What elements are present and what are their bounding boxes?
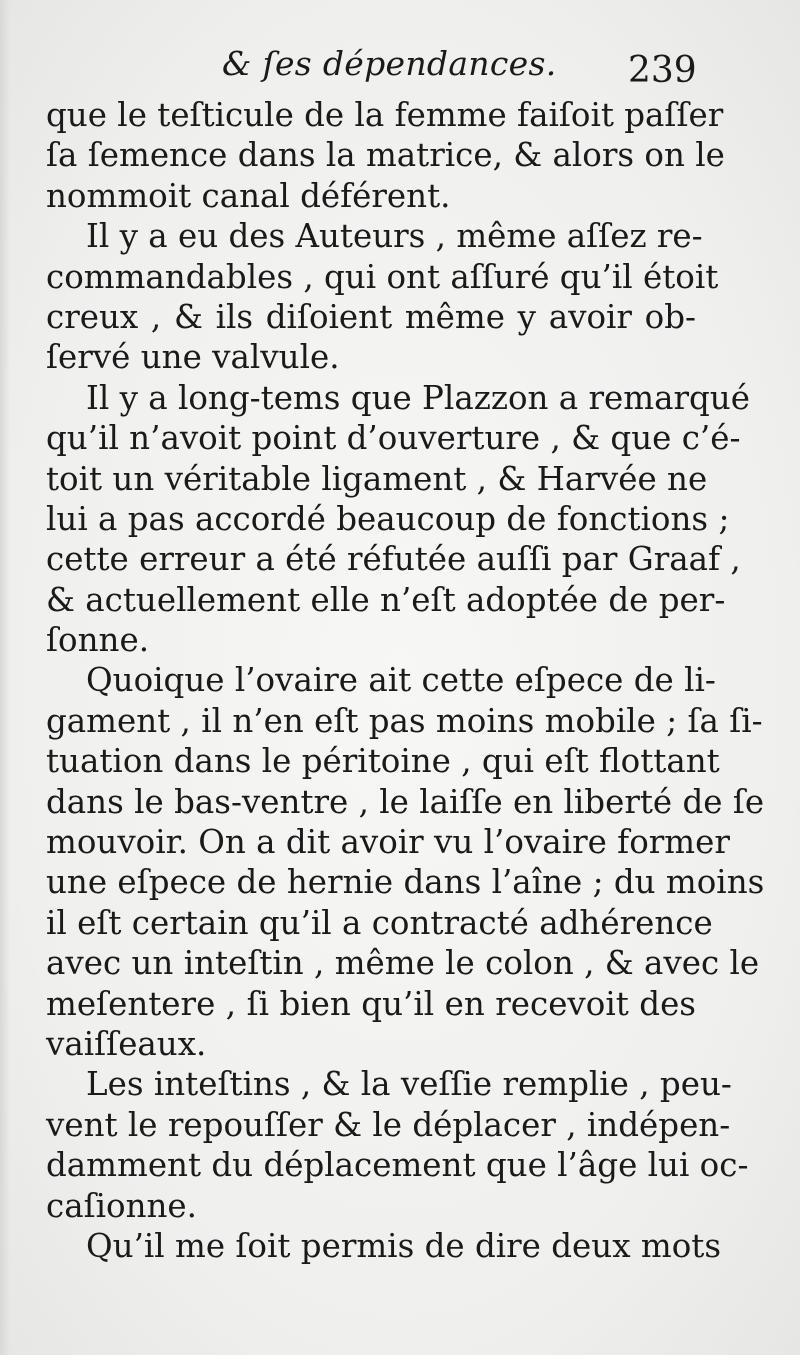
paragraph-first-line: Les inteſtins , & la veſſie remplie , peu- xyxy=(86,1065,732,1104)
text-line: commandables , qui ont aſſuré qu’il étoit xyxy=(46,257,719,296)
text-line: vaiſſeaux. xyxy=(46,1024,207,1063)
page-header xyxy=(0,40,800,90)
paragraph-first-line: Qu’il me ſoit permis de dire deux mots xyxy=(86,1226,722,1265)
text-line: nommoit canal déférent. xyxy=(46,176,451,215)
text-line: il eſt certain qu’il a contracté adhérence xyxy=(46,903,713,942)
text-line: ſervé une valvule. xyxy=(46,338,340,377)
text-line: gament , il n’en eſt pas moins mobile ; ſa ſi- xyxy=(46,701,763,740)
text-line: cette erreur a été réfutée auſſi par Graaf , xyxy=(46,540,741,579)
text-line: tuation dans le péritoine , qui eſt flottant xyxy=(46,742,720,781)
text-line: caſionne. xyxy=(46,1186,197,1225)
paragraph-first-line: Il y a long-tems que Plazzon a remarqué xyxy=(86,378,750,417)
text-line: damment du déplacement que l’âge lui oc- xyxy=(46,1146,749,1185)
text-line: dans le bas-ventre , le laiſſe en liberté de ſe xyxy=(46,782,765,821)
text-line: vent le repouſſer & le déplacer , indépen- xyxy=(46,1105,731,1144)
text-line: lui a pas accordé beaucoup de fonctions ; xyxy=(46,499,730,538)
paragraph-first-line: Quoique l’ovaire ait cette eſpece de li- xyxy=(86,661,716,700)
text-line: ſa ſemence dans la matrice, & alors on le xyxy=(46,136,725,175)
text-line: mouvoir. On a dit avoir vu l’ovaire former xyxy=(46,823,730,862)
text-line: une eſpece de hernie dans l’aîne ; du moins xyxy=(46,863,765,902)
text-line: meſentere , ſi bien qu’il en recevoit des xyxy=(46,984,696,1023)
page-edge-shadow xyxy=(0,0,10,1355)
text-line: toit un véritable ligament , & Harvée ne xyxy=(46,459,708,498)
text-line: creux , & ils diſoient même y avoir ob- xyxy=(46,297,696,336)
body-text xyxy=(46,95,765,1266)
page-number: 239 xyxy=(628,50,697,91)
text-line: & actuellement elle n’eſt adoptée de per- xyxy=(46,580,726,619)
text-line: qu’il n’avoit point d’ouverture , & que c’é- xyxy=(46,419,741,458)
running-head: & ſes dépendances. xyxy=(222,44,557,83)
text-line: avec un inteſtin , même le colon , & avec le xyxy=(46,944,760,983)
paragraph-first-line: Il y a eu des Auteurs , même aſſez re- xyxy=(86,217,703,256)
text-line: que le teſticule de la femme faiſoit paſſer xyxy=(46,96,724,134)
text-line: ſonne. xyxy=(46,621,150,660)
